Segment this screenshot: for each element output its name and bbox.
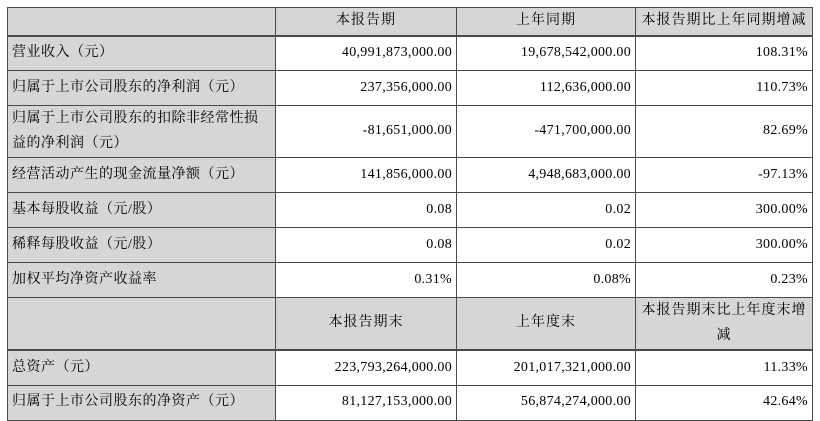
value-change: -97.13% — [636, 158, 813, 193]
value-prior: 0.02 — [457, 228, 636, 263]
value-current: 237,356,000.00 — [276, 71, 457, 106]
value-prior: 112,636,000.00 — [457, 71, 636, 106]
value-current: -81,651,000.00 — [276, 106, 457, 158]
value-prior: 0.08% — [457, 263, 636, 298]
value-change: 11.33% — [636, 350, 813, 385]
financial-summary-table — [7, 7, 813, 421]
value-change: 82.69% — [636, 106, 813, 158]
header-prior-year-end: 上年度末 — [457, 298, 636, 351]
value-current: 0.08 — [276, 228, 457, 263]
row-label: 总资产（元） — [8, 350, 276, 385]
row-label: 稀释每股收益（元/股） — [8, 228, 276, 263]
value-change: 0.23% — [636, 263, 813, 298]
table-row-diluted-eps — [8, 228, 813, 263]
row-label: 营业收入（元） — [8, 36, 276, 71]
value-prior: -471,700,000.00 — [457, 106, 636, 158]
header-current-period: 本报告期 — [276, 8, 457, 36]
row-label: 基本每股收益（元/股） — [8, 193, 276, 228]
value-change: 108.31% — [636, 36, 813, 71]
value-prior: 0.02 — [457, 193, 636, 228]
table-row-net-assets — [8, 385, 813, 420]
value-change: 110.73% — [636, 71, 813, 106]
table-row-operating-cash-flow — [8, 158, 813, 193]
table-row-net-profit — [8, 71, 813, 106]
table-row-weighted-avg-roe — [8, 263, 813, 298]
value-change: 300.00% — [636, 228, 813, 263]
header-empty-cell — [8, 298, 276, 351]
value-prior: 19,678,542,000.00 — [457, 36, 636, 71]
row-label: 加权平均净资产收益率 — [8, 263, 276, 298]
value-current: 81,127,153,000.00 — [276, 385, 457, 420]
table-row-net-profit-excl-nonrecurring — [8, 106, 813, 158]
header-period-end-change: 本报告期末比上年度末增减 — [636, 298, 813, 351]
value-current: 0.08 — [276, 193, 457, 228]
value-current: 0.31% — [276, 263, 457, 298]
header-empty-cell — [8, 8, 276, 36]
value-prior: 56,874,274,000.00 — [457, 385, 636, 420]
header-current-period-end: 本报告期末 — [276, 298, 457, 351]
value-current: 141,856,000.00 — [276, 158, 457, 193]
row-label: 归属于上市公司股东的净资产（元） — [8, 385, 276, 420]
value-change: 300.00% — [636, 193, 813, 228]
value-current: 40,991,873,000.00 — [276, 36, 457, 71]
value-change: 42.64% — [636, 385, 813, 420]
row-label: 经营活动产生的现金流量净额（元） — [8, 158, 276, 193]
table-row-basic-eps — [8, 193, 813, 228]
table-row-total-assets — [8, 350, 813, 385]
value-prior: 4,948,683,000.00 — [457, 158, 636, 193]
value-current: 223,793,264,000.00 — [276, 350, 457, 385]
header-row-period — [8, 8, 813, 36]
table-row-revenue — [8, 36, 813, 71]
row-label: 归属于上市公司股东的净利润（元） — [8, 71, 276, 106]
financial-summary-table-container — [7, 7, 813, 421]
value-prior: 201,017,321,000.00 — [457, 350, 636, 385]
header-prior-period: 上年同期 — [457, 8, 636, 36]
header-row-period-end — [8, 298, 813, 351]
header-period-change: 本报告期比上年同期增减 — [636, 8, 813, 36]
row-label: 归属于上市公司股东的扣除非经常性损益的净利润（元） — [8, 106, 276, 158]
